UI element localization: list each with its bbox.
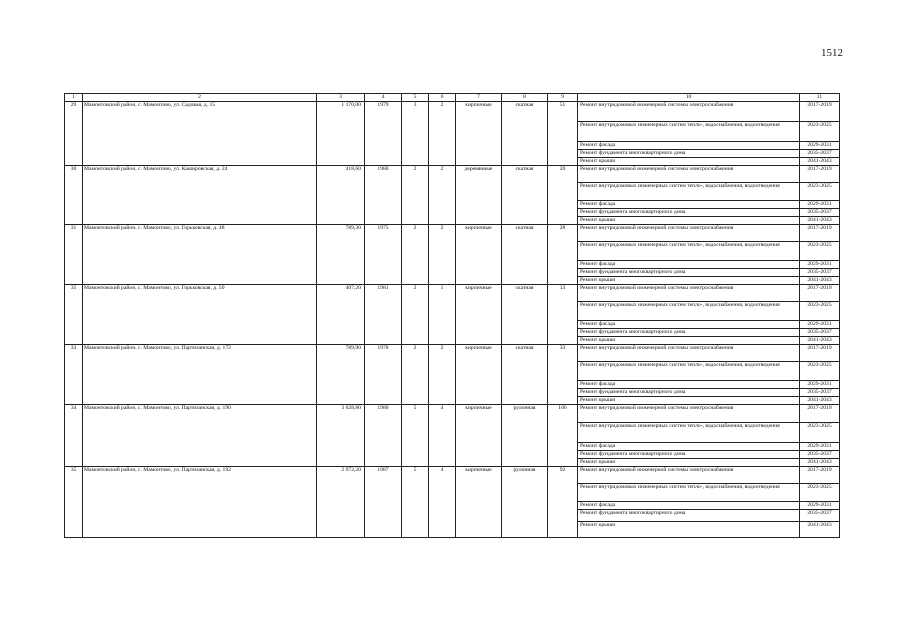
address-cell: Мамонтовский район, с. Мамонтово, ул. Садовая, д. 15 bbox=[83, 102, 317, 166]
work-type-cell: Ремонт крыши bbox=[578, 337, 800, 345]
total-area-cell: 1 170,00 bbox=[317, 102, 365, 166]
wall-material-cell: кирпичные bbox=[456, 345, 502, 405]
work-type-cell: Ремонт фасада bbox=[578, 201, 800, 209]
row-number-cell: 35 bbox=[65, 467, 83, 538]
work-type-cell: Ремонт фундамента многоквартирного дома bbox=[578, 389, 800, 397]
work-type-cell: Ремонт фундамента многоквартирного дома bbox=[578, 451, 800, 459]
col-number: 2 bbox=[83, 94, 317, 102]
year-built-cell: 1978 bbox=[365, 345, 402, 405]
floor-count-cell: 3 bbox=[402, 102, 429, 166]
work-type-cell: Ремонт фундамента многоквартирного дома bbox=[578, 150, 800, 158]
work-period-cell: 2029-2031 bbox=[800, 261, 840, 269]
work-period-cell: 2041-2043 bbox=[800, 459, 840, 467]
work-type-cell: Ремонт крыши bbox=[578, 217, 800, 225]
roof-type-cell: рулонная bbox=[502, 467, 548, 538]
work-type-cell: Ремонт фасада bbox=[578, 502, 800, 510]
work-period-cell: 2017-2019 bbox=[800, 225, 840, 242]
work-period-cell: 2041-2043 bbox=[800, 522, 840, 538]
work-period-cell: 2035-2037 bbox=[800, 209, 840, 217]
col-number: 10 bbox=[578, 94, 800, 102]
work-period-cell: 2029-2031 bbox=[800, 502, 840, 510]
table-row bbox=[65, 285, 840, 302]
total-area-cell: 407,20 bbox=[317, 285, 365, 345]
work-type-cell: Ремонт внутридомовых инженерных систем тепло-, водоснабжения, водоотведения bbox=[578, 183, 800, 201]
year-built-cell: 1987 bbox=[365, 467, 402, 538]
roof-type-cell: скатная bbox=[502, 102, 548, 166]
work-period-cell: 2023-2025 bbox=[800, 484, 840, 502]
work-type-cell: Ремонт внутридомовой инженерной системы электроснабжения bbox=[578, 345, 800, 362]
work-type-cell: Ремонт внутридомовых инженерных систем тепло-, водоснабжения, водоотведения bbox=[578, 362, 800, 381]
row-number-cell: 30 bbox=[65, 166, 83, 225]
total-area-cell: 2 972,20 bbox=[317, 467, 365, 538]
work-period-cell: 2023-2025 bbox=[800, 183, 840, 201]
total-area-cell: 789,30 bbox=[317, 225, 365, 285]
col-number: 8 bbox=[502, 94, 548, 102]
entrance-count-cell: 2 bbox=[429, 102, 456, 166]
floor-count-cell: 2 bbox=[402, 225, 429, 285]
year-built-cell: 1975 bbox=[365, 225, 402, 285]
wall-material-cell: кирпичные bbox=[456, 225, 502, 285]
work-period-cell: 2041-2043 bbox=[800, 397, 840, 405]
work-type-cell: Ремонт внутридомовых инженерных систем тепло-, водоснабжения, водоотведения bbox=[578, 423, 800, 443]
work-period-cell: 2023-2025 bbox=[800, 122, 840, 142]
resident-count-cell: 20 bbox=[548, 166, 578, 225]
wall-material-cell: кирпичные bbox=[456, 285, 502, 345]
work-type-cell: Ремонт крыши bbox=[578, 397, 800, 405]
roof-type-cell: скатная bbox=[502, 225, 548, 285]
address-cell: Мамонтовский район, с. Мамонтово, ул. Партизанская, д. 190 bbox=[83, 405, 317, 467]
work-period-cell: 2041-2043 bbox=[800, 277, 840, 285]
address-cell: Мамонтовский район, с. Мамонтово, ул. Кашировская, д. 24 bbox=[83, 166, 317, 225]
work-period-cell: 2017-2019 bbox=[800, 467, 840, 484]
work-type-cell: Ремонт внутридомовых инженерных систем тепло-, водоснабжения, водоотведения bbox=[578, 484, 800, 502]
total-area-cell: 418,60 bbox=[317, 166, 365, 225]
work-period-cell: 2023-2025 bbox=[800, 362, 840, 381]
work-period-cell: 2035-2037 bbox=[800, 451, 840, 459]
resident-count-cell: 33 bbox=[548, 345, 578, 405]
row-number-cell: 34 bbox=[65, 405, 83, 467]
work-period-cell: 2017-2019 bbox=[800, 166, 840, 183]
work-type-cell: Ремонт внутридомовой инженерной системы электроснабжения bbox=[578, 166, 800, 183]
work-type-cell: Ремонт фундамента многоквартирного дома bbox=[578, 209, 800, 217]
work-period-cell: 2035-2037 bbox=[800, 510, 840, 522]
work-period-cell: 2023-2025 bbox=[800, 242, 840, 261]
work-period-cell: 2035-2037 bbox=[800, 150, 840, 158]
work-type-cell: Ремонт фасада bbox=[578, 142, 800, 150]
work-period-cell: 2029-2031 bbox=[800, 321, 840, 329]
col-number: 1 bbox=[65, 94, 83, 102]
work-period-cell: 2035-2037 bbox=[800, 389, 840, 397]
entrance-count-cell: 2 bbox=[429, 345, 456, 405]
resident-count-cell: 51 bbox=[548, 102, 578, 166]
entrance-count-cell: 1 bbox=[429, 285, 456, 345]
col-number: 5 bbox=[402, 94, 429, 102]
col-number: 11 bbox=[800, 94, 840, 102]
work-period-cell: 2017-2019 bbox=[800, 405, 840, 423]
address-cell: Мамонтовский район, с. Мамонтово, ул. Горьковская, д. 50 bbox=[83, 285, 317, 345]
table-row bbox=[65, 225, 840, 242]
work-type-cell: Ремонт крыши bbox=[578, 158, 800, 166]
work-type-cell: Ремонт фасада bbox=[578, 443, 800, 451]
address-cell: Мамонтовский район, с. Мамонтово, ул. Партизанская, д. 172 bbox=[83, 345, 317, 405]
work-type-cell: Ремонт крыши bbox=[578, 459, 800, 467]
floor-count-cell: 2 bbox=[402, 345, 429, 405]
work-period-cell: 2029-2031 bbox=[800, 443, 840, 451]
roof-type-cell: скатная bbox=[502, 166, 548, 225]
entrance-count-cell: 4 bbox=[429, 405, 456, 467]
year-built-cell: 1980 bbox=[365, 166, 402, 225]
row-number-cell: 33 bbox=[65, 345, 83, 405]
wall-material-cell: кирпичные bbox=[456, 102, 502, 166]
roof-type-cell: рулонная bbox=[502, 405, 548, 467]
work-period-cell: 2017-2019 bbox=[800, 345, 840, 362]
floor-count-cell: 5 bbox=[402, 467, 429, 538]
table-row bbox=[65, 345, 840, 362]
table-row bbox=[65, 102, 840, 122]
year-built-cell: 1980 bbox=[365, 405, 402, 467]
year-built-cell: 1979 bbox=[365, 102, 402, 166]
roof-type-cell: скатная bbox=[502, 285, 548, 345]
work-period-cell: 2017-2019 bbox=[800, 102, 840, 122]
work-period-cell: 2041-2043 bbox=[800, 158, 840, 166]
work-period-cell: 2035-2037 bbox=[800, 329, 840, 337]
work-period-cell: 2017-2019 bbox=[800, 285, 840, 302]
entrance-count-cell: 2 bbox=[429, 225, 456, 285]
work-type-cell: Ремонт внутридомовой инженерной системы электроснабжения bbox=[578, 225, 800, 242]
work-type-cell: Ремонт крыши bbox=[578, 277, 800, 285]
work-period-cell: 2041-2043 bbox=[800, 337, 840, 345]
resident-count-cell: 92 bbox=[548, 467, 578, 538]
capital-repair-table bbox=[64, 93, 840, 538]
work-type-cell: Ремонт внутридомовой инженерной системы электроснабжения bbox=[578, 102, 800, 122]
work-type-cell: Ремонт внутридомовой инженерной системы электроснабжения bbox=[578, 285, 800, 302]
work-type-cell: Ремонт внутридомовых инженерных систем тепло-, водоснабжения, водоотведения bbox=[578, 242, 800, 261]
work-type-cell: Ремонт внутридомовых инженерных систем тепло-, водоснабжения, водоотведения bbox=[578, 122, 800, 142]
work-type-cell: Ремонт фундамента многоквартирного дома bbox=[578, 510, 800, 522]
col-number: 4 bbox=[365, 94, 402, 102]
row-number-cell: 29 bbox=[65, 102, 83, 166]
col-number: 3 bbox=[317, 94, 365, 102]
work-period-cell: 2023-2025 bbox=[800, 302, 840, 321]
table-row bbox=[65, 166, 840, 183]
entrance-count-cell: 2 bbox=[429, 166, 456, 225]
address-cell: Мамонтовский район, с. Мамонтово, ул. Горьковская, д. 48 bbox=[83, 225, 317, 285]
row-number-cell: 35 bbox=[65, 285, 83, 345]
table-row bbox=[65, 405, 840, 423]
work-period-cell: 2029-2031 bbox=[800, 142, 840, 150]
resident-count-cell: 28 bbox=[548, 225, 578, 285]
work-period-cell: 2041-2043 bbox=[800, 217, 840, 225]
work-type-cell: Ремонт фасада bbox=[578, 381, 800, 389]
work-type-cell: Ремонт внутридомовой инженерной системы электроснабжения bbox=[578, 405, 800, 423]
work-type-cell: Ремонт фундамента многоквартирного дома bbox=[578, 329, 800, 337]
column-number-row bbox=[65, 94, 840, 102]
work-period-cell: 2029-2031 bbox=[800, 381, 840, 389]
table-row bbox=[65, 467, 840, 484]
wall-material-cell: деревянные bbox=[456, 166, 502, 225]
work-type-cell: Ремонт фундамента многоквартирного дома bbox=[578, 269, 800, 277]
work-type-cell: Ремонт крыши bbox=[578, 522, 800, 538]
floor-count-cell: 2 bbox=[402, 166, 429, 225]
work-type-cell: Ремонт фасада bbox=[578, 321, 800, 329]
floor-count-cell: 2 bbox=[402, 285, 429, 345]
work-type-cell: Ремонт внутридомовых инженерных систем тепло-, водоснабжения, водоотведения bbox=[578, 302, 800, 321]
resident-count-cell: 13 bbox=[548, 285, 578, 345]
work-type-cell: Ремонт фасада bbox=[578, 261, 800, 269]
work-type-cell: Ремонт внутридомовой инженерной системы электроснабжения bbox=[578, 467, 800, 484]
work-period-cell: 2035-2037 bbox=[800, 269, 840, 277]
col-number: 9 bbox=[548, 94, 578, 102]
col-number: 7 bbox=[456, 94, 502, 102]
roof-type-cell: скатная bbox=[502, 345, 548, 405]
work-period-cell: 2023-2025 bbox=[800, 423, 840, 443]
resident-count-cell: 106 bbox=[548, 405, 578, 467]
total-area-cell: 3 028,80 bbox=[317, 405, 365, 467]
row-number-cell: 31 bbox=[65, 225, 83, 285]
page-number: 1512 bbox=[821, 47, 843, 59]
total-area-cell: 789,90 bbox=[317, 345, 365, 405]
floor-count-cell: 5 bbox=[402, 405, 429, 467]
col-number: 6 bbox=[429, 94, 456, 102]
wall-material-cell: кирпичные bbox=[456, 467, 502, 538]
address-cell: Мамонтовский район, с. Мамонтово, ул. Партизанская, д. 192 bbox=[83, 467, 317, 538]
entrance-count-cell: 4 bbox=[429, 467, 456, 538]
wall-material-cell: кирпичные bbox=[456, 405, 502, 467]
year-built-cell: 1981 bbox=[365, 285, 402, 345]
work-period-cell: 2029-2031 bbox=[800, 201, 840, 209]
